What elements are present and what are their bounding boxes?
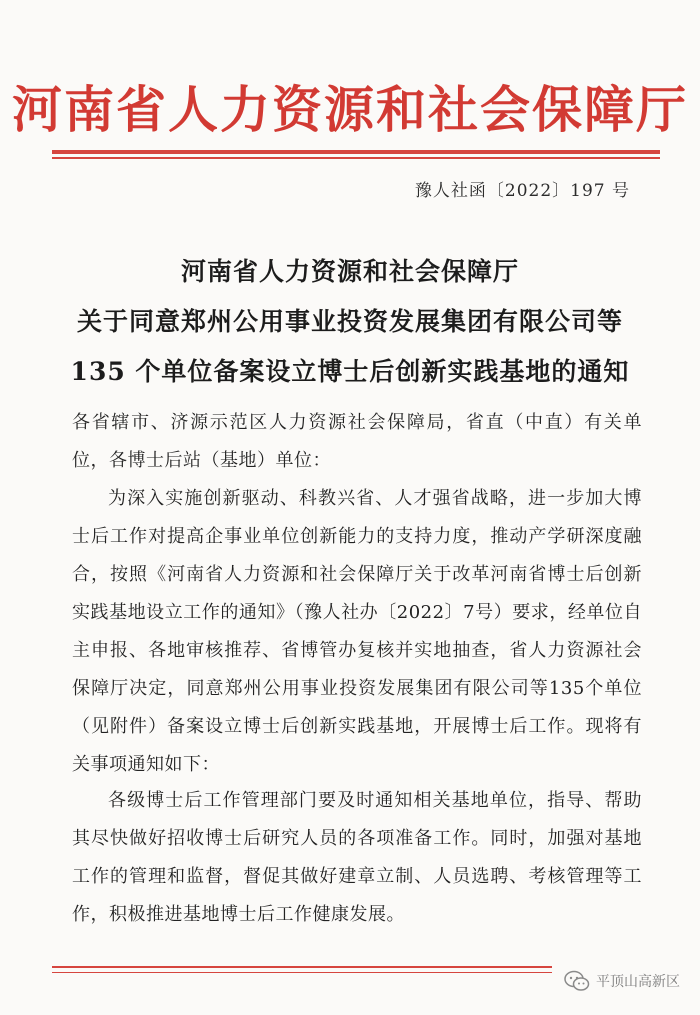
paragraph-1: 为深入实施创新驱动、科教兴省、人才强省战略，进一步加大博士后工作对提高企事业单位创新能力的支持力度，推动产学研深度融合，按照《河南省人力资源和社会保障厅关于改革河南省博士后创新实践基地设立工作的通知》（豫人社办〔2022〕7号）要求，经单位自主申报、各地审核推荐、省博管办复核并实地抽查，省人力资源社会保障厅决定，同意郑州公用事业投资发展集团有限公司等135个单位（见附件）备案设立博士后创新实践基地，开展博士后工作。现将有关事项通知如下： bbox=[72, 488, 642, 775]
watermark-text: 平顶山高新区 bbox=[596, 974, 680, 990]
letterhead-rule-thick bbox=[52, 150, 660, 154]
title-line-3: 135 个单位备案设立博士后创新实践基地的通知 bbox=[70, 357, 630, 386]
document-number: 豫人社函〔2022〕197 号 bbox=[414, 181, 630, 201]
wechat-icon bbox=[564, 970, 590, 992]
watermark bbox=[564, 970, 680, 992]
footer-rule-thick bbox=[52, 966, 552, 968]
letterhead-title: 河南省人力资源和社会保障厅 bbox=[12, 81, 688, 139]
footer-rule-thin bbox=[52, 972, 552, 973]
salutation: 各省辖市、济源示范区人力资源社会保障局，省直（中直）有关单位，各博士后站（基地）单位： bbox=[72, 412, 642, 471]
title-line-2: 关于同意郑州公用事业投资发展集团有限公司等 bbox=[76, 307, 623, 336]
letterhead-rule-thin bbox=[52, 157, 660, 159]
title-line-1: 河南省人力资源和社会保障厅 bbox=[180, 257, 519, 286]
paragraph-2: 各级博士后工作管理部门要及时通知相关基地单位，指导、帮助其尽快做好招收博士后研究人员的各项准备工作。同时，加强对基地工作的管理和监督，督促其做好建章立制、人员选聘、考核管理等工作，积极推进基地博士后工作健康发展。 bbox=[72, 790, 642, 925]
